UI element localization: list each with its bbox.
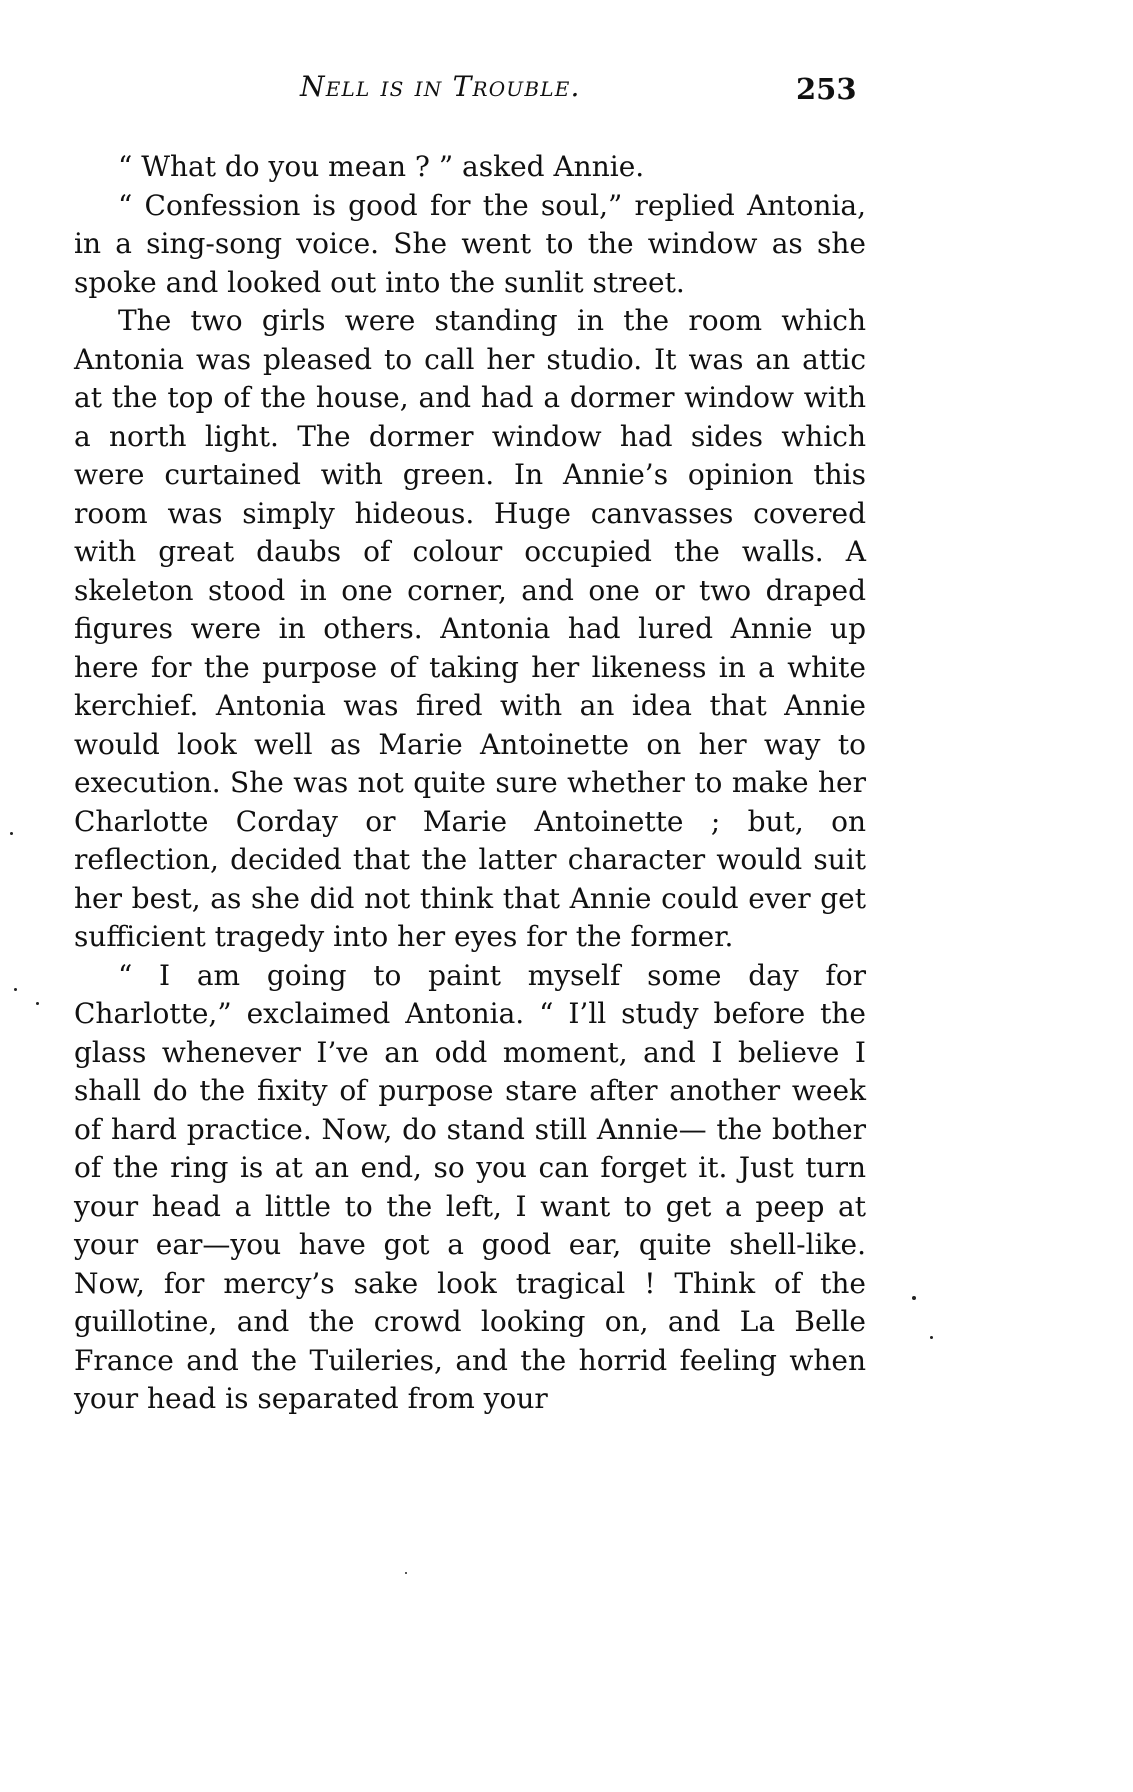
scan-speck bbox=[14, 988, 17, 991]
body-text bbox=[74, 148, 866, 1419]
scan-speck bbox=[912, 1296, 916, 1300]
paragraph: “ What do you mean ? ” asked Annie. bbox=[118, 150, 645, 183]
paragraph: “ I am going to paint myself some day for Charlotte,” exclaimed Antonia. “ I’ll study before the glass whenever I’ve an odd moment, and I believe I shall do the fixity of purpose stare after another week of hard practice. Now, do stand still Annie— the bother of the ring is at an end, so you can forget it. Just turn your head a little to the left, I want to get a peep at your ear—you have got a good ear, quite shell-like. Now, for mercy’s sake look tragical ! Think of the guillotine, and the crowd looking on, and La Belle France and the Tuileries, and the horrid feeling when your head is separated from your bbox=[74, 958, 866, 1415]
running-title: Nell is in Trouble. bbox=[300, 70, 581, 103]
page-number: 253 bbox=[796, 72, 857, 106]
scan-speck bbox=[930, 1336, 933, 1339]
scan-speck bbox=[36, 1002, 39, 1005]
scan-speck bbox=[10, 832, 13, 835]
scan-speck bbox=[405, 1572, 407, 1574]
paragraph: The two girls were standing in the room which Antonia was pleased to call her studio. It was an attic at the top of the house, and had a dormer window with a north light. The dormer window had sides which were curtained with green. In Annie’s opinion this room was simply hideous. Huge canvasses covered with great daubs of colour occupied the walls. A skeleton stood in one corner, and one or two draped figures were in others. Antonia had lured Annie up here for the purpose of taking her likeness in a white kerchief. Antonia was fired with an idea that Annie would look well as Marie Antoinette on her way to execution. She was not quite sure whether to make her Charlotte Corday or Marie Antoinette ; but, on reflection, decided that the latter character would suit her best, as she did not think that Annie could ever get sufficient tragedy into her eyes for the former. bbox=[74, 304, 866, 953]
paragraph: “ Confession is good for the soul,” replied Antonia, in a sing-song voice. She went to the window as she spoke and looked out into the sunlit street. bbox=[74, 188, 866, 299]
